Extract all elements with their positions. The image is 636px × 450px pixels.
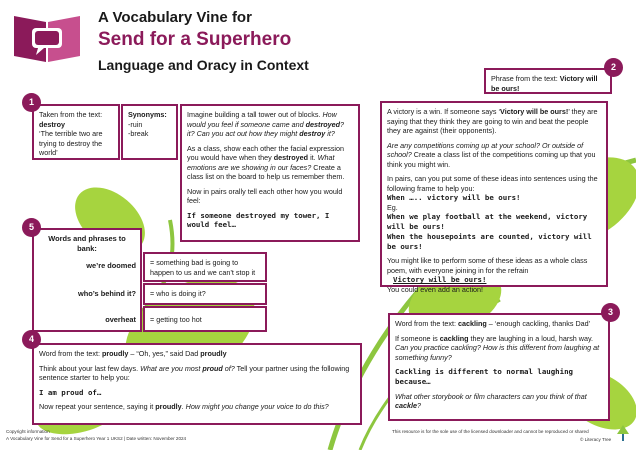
section-1-p2-end: it.: [310, 153, 316, 162]
section-3-p1: If someone is: [395, 333, 438, 343]
section-1-badge: 1: [22, 93, 41, 112]
word-highlight: destroyed: [273, 153, 309, 162]
section-2-p1: A victory is a win. If someone says ‘: [387, 107, 501, 116]
word-highlight: proudly: [200, 349, 227, 358]
section-2-sentence-frame: When ….. victory will be ours!: [387, 193, 521, 202]
section-3-badge: 3: [601, 303, 620, 322]
footer-copyright: [6, 429, 186, 442]
synonym-item: -ruin: [128, 119, 143, 129]
section-4-p2-question: How might you change your voice to do this?: [185, 402, 329, 412]
word-label: Word from the text:: [39, 349, 100, 358]
section-2-p5: You could even add an action!: [387, 285, 484, 295]
section-3-p2-end: ?: [416, 401, 421, 411]
section-4-question: What are you most: [140, 363, 201, 373]
section-1-p3: Now in pairs orally tell each other how you would feel:: [187, 186, 343, 205]
word-highlight: cackle: [395, 401, 417, 411]
section-2-badge: 2: [604, 58, 623, 77]
section-4-sentence-frame: I am proud of…: [39, 387, 102, 397]
bank-meaning: = getting too hot: [150, 315, 202, 324]
footer-brand: © Literacy Tree: [580, 437, 612, 442]
book-title: Send for a Superhero: [98, 29, 292, 50]
section-2-p2: Create a class list of the competitions coming up that you think you might win.: [387, 150, 596, 169]
synonym-item: -break: [128, 129, 149, 138]
section-4-word: proudly: [101, 349, 129, 358]
section-3-activity-box: [388, 313, 610, 421]
section-4-p2: Now repeat your sentence, saying it: [39, 402, 154, 412]
section-4-instruction: Tell your partner using the following sentence starter to help you:: [39, 363, 350, 382]
bank-phrase: we’re doomed: [86, 261, 136, 270]
section-4-question-end: of?: [224, 363, 235, 373]
section-1-quote: ‘The terrible two are trying to destroy the world’: [39, 129, 103, 157]
word-highlight: proudly: [155, 402, 182, 412]
bank-meaning: = something bad is going to happen to us and we can’t stop it: [150, 258, 256, 277]
section-4-badge: 4: [22, 330, 41, 349]
bank-meaning-box: [143, 252, 267, 282]
section-1-activity-box: Imagine building a tall tower out of blocks. How would you feel if someone came and destroyed? it? Can you act out how they might destroy it? As a class, show each other the facial expression you would have when they destroyed it. What emotions are we showing in our faces? Create a class list on the board to help us remember them. Now in pairs orally tell each other how you would feel: If someone destroyed my tower, I would feel…: [180, 104, 360, 242]
section-1-sentence-frame: If someone destroyed my tower, I would feel…: [187, 210, 330, 230]
section-1-p2-instruction: Create a class list on the board to help us remember them.: [187, 162, 345, 181]
bank-meaning-box: [143, 306, 267, 332]
footer-usage: This resource is for the sole use of the licensed downloader and cannot be reproduced or shared: [392, 429, 589, 434]
section-5-badge: 5: [22, 218, 41, 237]
word-highlight: destroy: [299, 129, 326, 138]
bank-meaning: = who is doing it?: [150, 289, 206, 298]
synonyms-box: [121, 104, 178, 160]
section-2-example-1: When we play football at the weekend, victory will be ours!: [387, 212, 588, 232]
word-label: Word from the text:: [395, 319, 456, 328]
copyright-label: Copyright information: [6, 429, 50, 434]
taken-from-label: Taken from the text:: [39, 110, 103, 119]
word-highlight: cackling: [439, 333, 469, 343]
section-1-p2-question: What emotions are we showing in our faces?: [187, 153, 335, 172]
phrase-label: Phrase from the text:: [491, 74, 558, 83]
word-highlight: proud: [202, 363, 223, 373]
section-3-quote: – ‘enough cackling, thanks Dad’: [488, 319, 591, 328]
copyright-text: A Vocabulary Vine for Send for a Superhero Year 1 UKS2 | Date written: November 2024: [6, 435, 187, 441]
section-4-p1: Think about your last few days.: [39, 363, 139, 373]
word-highlight: Victory will be ours!: [500, 107, 569, 116]
section-3-question: Can you practice cackling? How is this different from laughing at something funny?: [395, 343, 600, 362]
section-2-refrain: Victory will be ours!: [393, 275, 487, 285]
section-3-p1-definition: they are laughing in a loud, harsh way.: [470, 333, 594, 343]
section-3-word: cackling: [457, 319, 487, 328]
section-5-heading: Words and phrases to bank:: [48, 234, 126, 253]
tree-logo-icon: [616, 424, 630, 442]
section-3-p2: What other storybook or film characters can you think of that: [395, 391, 587, 401]
synonyms-label: Synonyms:: [128, 110, 167, 119]
section-2-phrase: Victory will be ours!: [491, 74, 598, 93]
section-3-sentence-frame: Cackling is different to normal laughing because…: [395, 367, 573, 386]
section-4-quote: – “Oh, yes,” said Dad: [130, 349, 199, 358]
example-label: Eg.: [387, 202, 398, 212]
section-2-phrase-box: [484, 68, 612, 94]
word-highlight: destroyed: [305, 119, 341, 129]
section-2-p1-end: ’ they are saying that they think they are going to win and beat the people they are against (their opponents).: [387, 107, 598, 135]
section-2-activity-box: [380, 101, 608, 295]
section-1-word-box: [32, 104, 120, 160]
section-4-activity-box: [32, 343, 362, 425]
section-2-example-2: When the housepoints are counted, victory will be ours!: [387, 231, 592, 251]
section-1-p2: As a class, show each other the facial expression you would have when they: [187, 143, 345, 162]
section-2-p3: In pairs, can you put some of these ideas into sentences using the following frame to help you:: [387, 174, 598, 193]
section-1-word: destroy: [39, 119, 65, 129]
section-1-p1-question-2: it? Can you act out how they might: [187, 129, 298, 138]
section-1-p1-question: How would you feel if someone came and: [187, 110, 337, 129]
title-line-1: A Vocabulary Vine for: [98, 9, 252, 26]
bank-meaning-box: [143, 283, 267, 305]
bank-phrase: who’s behind it?: [77, 289, 136, 298]
section-2-p2-question: Are any competitions coming up at your school? Or outside of school?: [387, 140, 584, 159]
bank-phrase: overheat: [105, 315, 136, 324]
section-4-p2-end: .: [181, 402, 184, 412]
section-1-p1-end: it?: [327, 129, 335, 138]
section-2-p4: You might like to perform some of these ideas as a whole class poem, with everyone joining in for the refrain: [387, 256, 588, 275]
subtitle: Language and Oracy in Context: [98, 57, 309, 73]
section-1-p1: Imagine building a tall tower out of blocks.: [187, 110, 321, 119]
book-speech-logo-icon: [10, 8, 84, 64]
